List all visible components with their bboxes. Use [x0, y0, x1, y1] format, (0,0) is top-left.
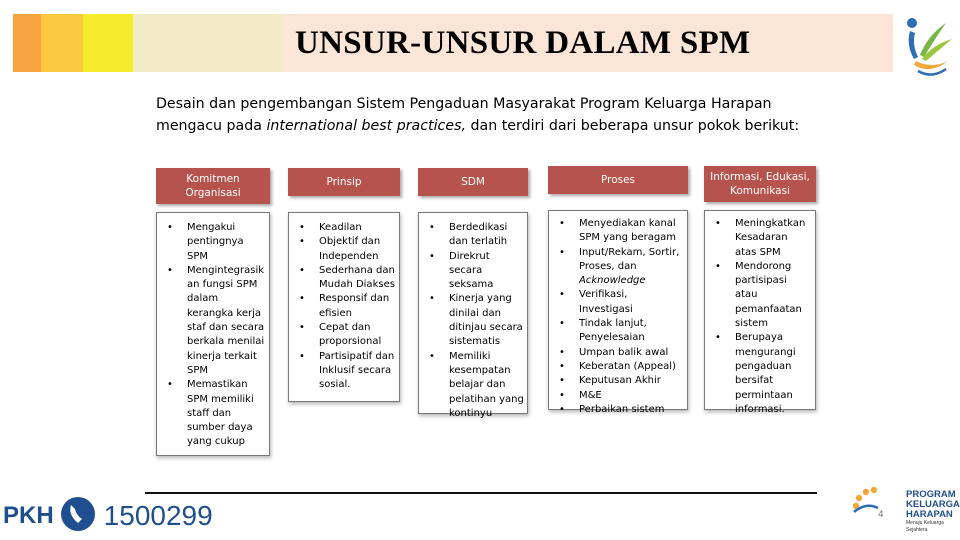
intro-paragraph	[156, 93, 856, 137]
list-item: • Memastikan SPM memiliki staff dan sumber daya yang cukup	[157, 378, 266, 449]
title-bar	[283, 14, 893, 72]
list-item-text: Input/Rekam, Sortir, Proses, dan Acknowledge	[579, 246, 680, 287]
box-prinsip	[288, 212, 400, 402]
title-accent-amber	[41, 14, 83, 72]
list-item: • Direkrut secara seksama	[419, 250, 524, 293]
list-item: • Mengintegrasik an fungsi SPM dalam kerangka kerja staf dan secara berkala menilai kinerja terkait SPM	[157, 264, 266, 378]
phone-icon	[58, 495, 98, 538]
list-item: • Mendorong partisipasi atau pemanfaatan sistem	[705, 260, 812, 331]
list-item: • Menyediakan kanal SPM yang beragam	[549, 217, 684, 246]
list-item: • Cepat dan proporsional	[289, 321, 396, 350]
pkh-text: PKH	[3, 502, 54, 529]
box-sdm	[418, 212, 528, 419]
ministry-emblem-logo	[902, 15, 958, 84]
list-item: • Keberatan (Appeal)	[549, 360, 684, 374]
acknowledge-italic: Acknowledge	[579, 275, 646, 287]
list-item: • Perbaikan sistem	[549, 403, 684, 417]
header-informasi-edukasi-komunikasi: Informasi, Edukasi, Komunikasi	[704, 166, 816, 202]
intro-line-2-post: dan terdiri dari beberapa unsur pokok berikut:	[466, 118, 800, 134]
hotline-number: 1500299	[103, 500, 213, 531]
list-item: • Verifikasi, Investigasi	[549, 288, 684, 317]
list-item: • Berupaya mengurangi pengaduan bersifat permintaan informasi.	[705, 331, 812, 417]
list-item: • Umpan balik awal	[549, 346, 684, 360]
header-sdm: SDM	[418, 168, 528, 196]
list-item: • Meningkatkan Kesadaran atas SPM	[705, 217, 812, 260]
list-item: • Partisipatif dan Inklusif secara sosial.	[289, 350, 396, 393]
box-informasi-edukasi-komunikasi	[704, 210, 816, 415]
sunburst-icon	[850, 482, 880, 516]
page-number: 4	[878, 510, 884, 520]
box-proses	[548, 210, 688, 415]
program-tagline: Menuju Keluarga Sejahtera	[906, 520, 944, 533]
list-item: • Berdedikasi dan terlatih	[419, 221, 524, 250]
list-item: • Keadilan	[289, 221, 396, 235]
program-line-3: HARAPAN	[906, 509, 953, 520]
program-line-2: KELUARGA	[906, 499, 960, 510]
intro-line-2-italic: international best practices,	[266, 118, 466, 134]
box-komitmen-organisasi	[156, 212, 270, 456]
list-item: • Objektif dan Independen	[289, 235, 396, 264]
list-item: • M&E	[549, 389, 684, 403]
header-prinsip: Prinsip	[288, 168, 400, 196]
intro-line-2-pre: mengacu pada	[156, 118, 267, 134]
list-item: • Sederhana dan Mudah Diakses	[289, 264, 396, 293]
list-item: • Tindak lanjut, Penyelesaian	[549, 317, 684, 346]
list-item: • Responsif dan efisien	[289, 292, 396, 321]
list-item: • Memiliki kesempatan belajar dan pelatihan yang kontinyu	[419, 350, 524, 421]
title-accent-yellow	[83, 14, 133, 72]
pkh-hotline-logo	[3, 496, 213, 536]
header-proses: Proses	[548, 166, 688, 194]
slide-title: UNSUR-UNSUR DALAM SPM	[295, 24, 751, 61]
title-accent-cream	[133, 14, 283, 72]
list-item: • Kinerja yang dinilai dan ditinjau secara sistematis	[419, 292, 524, 349]
list-item: • Mengakui pentingnya SPM	[157, 221, 266, 264]
title-accent-orange	[13, 14, 41, 72]
list-item	[549, 246, 684, 289]
footer-divider	[145, 492, 817, 494]
intro-line-2	[156, 115, 856, 137]
header-komitmen-organisasi: Komitmen Organisasi	[156, 168, 270, 204]
list-item: • Keputusan Akhir	[549, 374, 684, 388]
program-line-1: PROGRAM	[906, 489, 956, 500]
intro-line-1: Desain dan pengembangan Sistem Pengaduan Masyarakat Program Keluarga Harapan	[156, 96, 772, 112]
